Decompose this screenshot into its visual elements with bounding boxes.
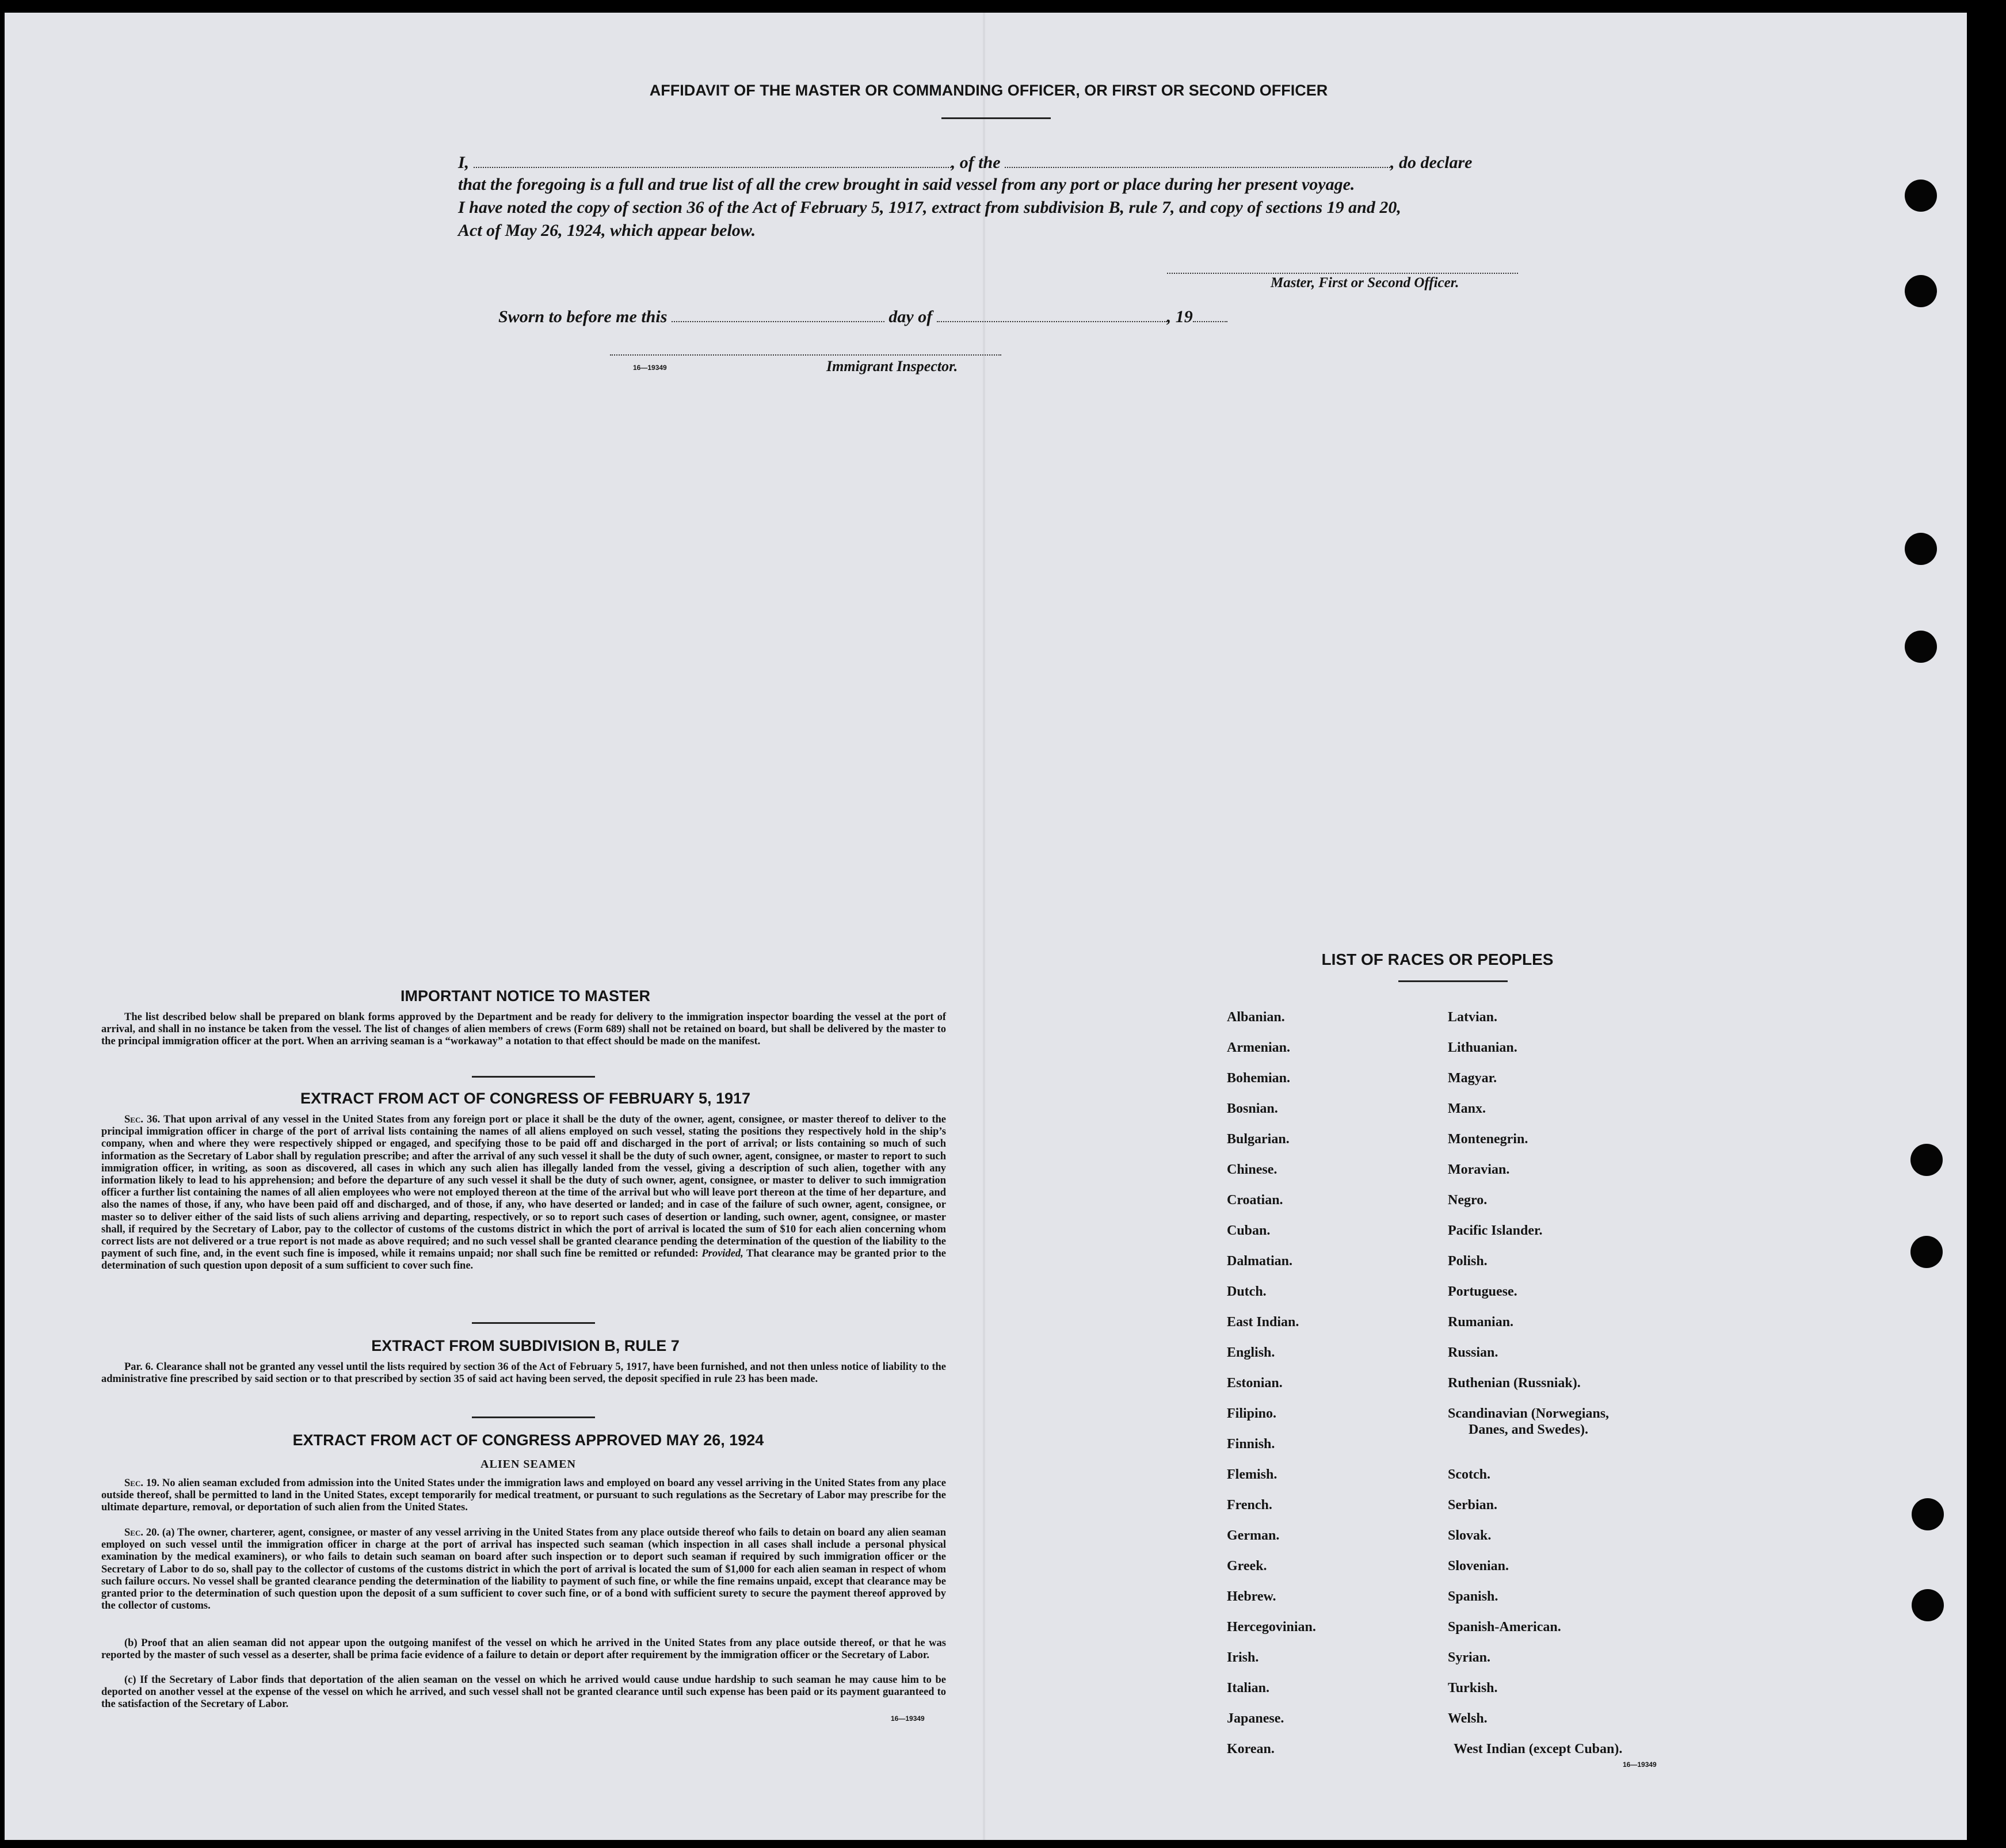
race-item: Dutch. (1227, 1284, 1267, 1299)
race-item: Serbian. (1448, 1498, 1498, 1513)
sworn-day-label: day of (888, 307, 933, 326)
declarant-prefix: I, (458, 153, 470, 172)
race-item: Cuban. (1227, 1223, 1271, 1238)
affidavit-text-line: I have noted the copy of section 36 of the Act of February 5, 1917, extract from subdivision B, rule 7, and copy of sections 19 and 20, (458, 198, 1401, 217)
title-divider (941, 117, 1051, 119)
sworn-month-field[interactable] (937, 306, 1167, 322)
inspector-signature-field[interactable] (610, 354, 1001, 356)
race-item: Montenegrin. (1448, 1132, 1528, 1147)
race-item: Pacific Islander. (1448, 1223, 1543, 1238)
race-item: Slovenian. (1448, 1559, 1509, 1574)
race-item: Slovak. (1448, 1528, 1492, 1543)
races-title: LIST OF RACES OR PEOPLES (1321, 950, 1554, 968)
punch-hole (1912, 1498, 1944, 1530)
race-item: German. (1227, 1528, 1280, 1543)
title-divider (1398, 980, 1508, 982)
race-item: Finnish. (1227, 1437, 1275, 1452)
race-item: Estonian. (1227, 1376, 1283, 1391)
section-text-end: That clearance may be granted prior to the determination of such question upon deposit of a sum sufficient to cover such fine. (101, 1248, 946, 1272)
officer-signature-field[interactable] (1167, 273, 1518, 274)
declarant-name-field[interactable] (474, 152, 951, 168)
race-item: Moravian. (1448, 1162, 1510, 1177)
affidavit-text-line: that the foregoing is a full and true list of all the crew brought in said vessel from any port or place during her present voyage. (458, 175, 1355, 194)
sec20a-text (101, 1527, 946, 1612)
race-item: Lithuanian. (1448, 1040, 1517, 1055)
extract-1924-subtitle: ALIEN SEAMEN (480, 1458, 576, 1471)
race-item: Polish. (1448, 1254, 1488, 1269)
race-item: Negro. (1448, 1193, 1488, 1208)
race-item: Hercegovinian. (1227, 1620, 1316, 1635)
sworn-prefix: Sworn to before me this (498, 307, 668, 326)
race-item: Armenian. (1227, 1040, 1290, 1055)
race-item: Irish. (1227, 1650, 1259, 1665)
punch-hole (1905, 180, 1937, 212)
race-item: Syrian. (1448, 1650, 1491, 1665)
race-item: English. (1227, 1345, 1275, 1360)
race-item: Dalmatian. (1227, 1254, 1292, 1269)
section-divider (472, 1076, 595, 1078)
race-item: Scandinavian (Norwegians, (1448, 1406, 1610, 1421)
vessel-prefix: , of the (951, 153, 1001, 172)
vessel-name-field[interactable] (1005, 152, 1390, 168)
sworn-year-label: , 19 (1166, 307, 1193, 326)
page-fold (983, 13, 985, 1840)
extract-1917-text (101, 1114, 946, 1273)
section-divider (472, 1322, 595, 1324)
section-label: Sec. 20. (124, 1527, 159, 1538)
race-item-continuation: Danes, and Swedes). (1469, 1422, 1589, 1437)
extract-1917-title: EXTRACT FROM ACT OF CONGRESS OF FEBRUARY 5, 1917 (300, 1090, 751, 1107)
extract-rule7-title: EXTRACT FROM SUBDIVISION B, RULE 7 (371, 1337, 680, 1354)
section-label: Sec. 19. (124, 1477, 159, 1489)
affidavit-title: AFFIDAVIT OF THE MASTER OR COMMANDING OFFICER, OR FIRST OR SECOND OFFICER (649, 82, 1328, 99)
race-item: Albanian. (1227, 1010, 1285, 1025)
race-item: Japanese. (1227, 1711, 1284, 1726)
race-item: Magyar. (1448, 1071, 1497, 1086)
notice-text: The list described below shall be prepared on blank forms approved by the Department and be ready for delivery to the immigration inspector boarding the vessel at the port of arrival, and shall in no instance be taken from the vessel. The list of changes of alien members of crews (Form 689) shall not be retained on board, but shall be delivered by the master to the principal immigration officer at the port. When an arriving seaman is a “workaway” a notation to that effect should be made on the manifest. (101, 1011, 946, 1048)
document-page (5, 13, 1967, 1840)
race-item: Bulgarian. (1227, 1132, 1290, 1147)
sec19-text (101, 1477, 946, 1514)
sworn-day-field[interactable] (672, 306, 884, 322)
race-item: Bosnian. (1227, 1101, 1278, 1116)
punch-hole (1905, 275, 1937, 307)
race-item: Scotch. (1448, 1467, 1490, 1482)
declare-text: , do declare (1390, 153, 1473, 172)
punch-hole (1912, 1589, 1944, 1621)
race-item: Italian. (1227, 1681, 1270, 1696)
section-divider (472, 1416, 595, 1418)
officer-signature-caption: Master, First or Second Officer. (1271, 275, 1459, 291)
form-number: 16—19349 (1623, 1761, 1657, 1769)
race-item: Bohemian. (1227, 1071, 1291, 1086)
race-item: Spanish-American. (1448, 1620, 1561, 1635)
inspector-caption: Immigrant Inspector. (826, 358, 958, 375)
sworn-year-field[interactable] (1193, 306, 1227, 322)
affidavit-text-line: Act of May 26, 1924, which appear below. (458, 221, 756, 240)
form-number: 16—19349 (633, 364, 667, 372)
race-item: Chinese. (1227, 1162, 1277, 1177)
punch-hole (1905, 631, 1937, 663)
race-item: Russian. (1448, 1345, 1498, 1360)
section-label: Sec. 36. (124, 1114, 161, 1125)
section-text: No alien seaman excluded from admission into the United States under the immigration laws and employed on board any vessel arriving in the United States from any place outside thereof, shall be permitted to land in the United States, except temporarily for medical treatment, or pursuant to such regulations as the Secretary of Labor may prescribe for the ultimate departure, removal, or deportation of such alien from the United States. (101, 1477, 946, 1514)
race-item: Portuguese. (1448, 1284, 1517, 1299)
race-item: Ruthenian (Russniak). (1448, 1376, 1581, 1391)
proviso-word: Provided, (701, 1248, 743, 1260)
sworn-line (498, 306, 1227, 327)
race-item: Rumanian. (1448, 1315, 1514, 1330)
notice-title: IMPORTANT NOTICE TO MASTER (401, 987, 650, 1005)
form-number: 16—19349 (891, 1715, 925, 1723)
section-text: That upon arrival of any vessel in the United States from any foreign port or place it shall be the duty of the owner, agent, consignee, or master thereof to deliver to the principal immigration officer in charge of the port of arrival lists containing the names of all aliens employed on such vessel, stating the positions they respectively hold in the ship’s company, when and where they were respectively shipped or engaged, and specifying those to be paid off and discharged in the port of arrival; or lists containing so much of such information as the Secretary of Labor shall by regulation prescribe; and after the arrival of any such vessel it shall be the duty of such owner, agent, consignee, or master to report to such immigration officer, in writing, as soon as discovered, all cases in which any such alien has illegally landed from the vessel, giving a description of such alien, together with any information likely to lead to his apprehension; and before the departure of any such vessel it shall be the duty of such owner, agent, consignee, or master to deliver to such immigration officer a further list containing the names of all alien employees who were not employed thereon at the time of the arrival but who will leave port thereon at the time of her departure, and also the names of those, if any, who have been paid off and discharged, and of those, if any, who have deserted or landed; and in case of the failure of such owner, agent, consignee, or master so to deliver either of the said lists of such aliens arriving and departing, respectively, or so to report such cases of desertion or landing, such owner, agent, consignee, or master shall, if required by the Secretary of Labor, pay to the collector of customs of the customs district in which the port of arrival is located the sum of $10 for each alien concerning whom correct lists are not delivered or a true report is not made as above required; and no such vessel shall be granted clearance pending the determination of the question of the liability to the payment of such fine, and, in the event such fine is imposed, while it remains unpaid; nor shall such fine be remitted or refunded: (101, 1114, 946, 1260)
punch-hole (1910, 1144, 1943, 1176)
race-item: Turkish. (1448, 1681, 1498, 1696)
race-item: Spanish. (1448, 1589, 1498, 1604)
extract-1924-title: EXTRACT FROM ACT OF CONGRESS APPROVED MAY 26, 1924 (292, 1431, 764, 1449)
punch-hole (1905, 533, 1937, 565)
sec20c-text: (c) If the Secretary of Labor finds that deportation of the alien seaman on the vessel on which he arrived would cause undue hardship to such seaman he may cause him to be deported on another vessel at the expense of the vessel on which he arrived, and such vessel shall not be granted clearance until such expense has been paid or its payment guaranteed to the satisfaction of the Secretary of Labor. (101, 1674, 946, 1710)
race-item: Hebrew. (1227, 1589, 1276, 1604)
race-item: Filipino. (1227, 1406, 1277, 1421)
race-item: Greek. (1227, 1559, 1267, 1574)
affidavit-declaration-line (458, 152, 1472, 173)
extract-rule7-text: Par. 6. Clearance shall not be granted any vessel until the lists required by section 36 of the Act of February 5, 1917, have been furnished, and not then unless notice of liability to the administrative fine prescribed by said section or to that prescribed by section 35 of said act having been served, the deposit specified in rule 23 has been made. (101, 1361, 946, 1385)
race-item: East Indian. (1227, 1315, 1299, 1330)
race-item: French. (1227, 1498, 1272, 1513)
race-item: Croatian. (1227, 1193, 1283, 1208)
race-item: Latvian. (1448, 1010, 1498, 1025)
punch-hole (1910, 1236, 1943, 1268)
section-text: (a) The owner, charterer, agent, consignee, or master of any vessel arriving in the United States from any place outside thereof who fails to detain on board any alien seaman employed on such vessel until the immigration officer in charge at the port of arrival has inspected such seaman (which inspection in all cases shall include a personal physical examination by the medical examiners), or who fails to detain such seaman on board after such inspection or to deport such seaman if required by such immigration officer or the Secretary of Labor to do so, shall pay to the collector of customs of the customs district in which the port of arrival is located the sum of $1,000 for each alien seaman in respect of whom such failure occurs. No vessel shall be granted clearance pending the determination of the liability to payment of such fine, or while the fine remains unpaid, except that clearance may be granted prior to the determination of such question upon the deposit of a sum sufficient to cover such fine, or of a bond with sufficient surety to secure the payment thereof approved by the collector of customs. (101, 1527, 947, 1612)
race-item: Flemish. (1227, 1467, 1277, 1482)
race-item: Manx. (1448, 1101, 1486, 1116)
sec20b-text: (b) Proof that an alien seaman did not appear upon the outgoing manifest of the vessel on which he arrived in the United States from any place outside thereof, or that he was reported by the master of such vessel as a deserter, shall be prima facie evidence of a failure to detain or deport after requirement by the immigration officer or the Secretary of Labor. (101, 1637, 946, 1662)
bleed-through-texture (39, 392, 1199, 406)
race-item: Welsh. (1448, 1711, 1488, 1726)
race-item: Korean. (1227, 1742, 1275, 1757)
race-item: West Indian (except Cuban). (1454, 1742, 1623, 1757)
